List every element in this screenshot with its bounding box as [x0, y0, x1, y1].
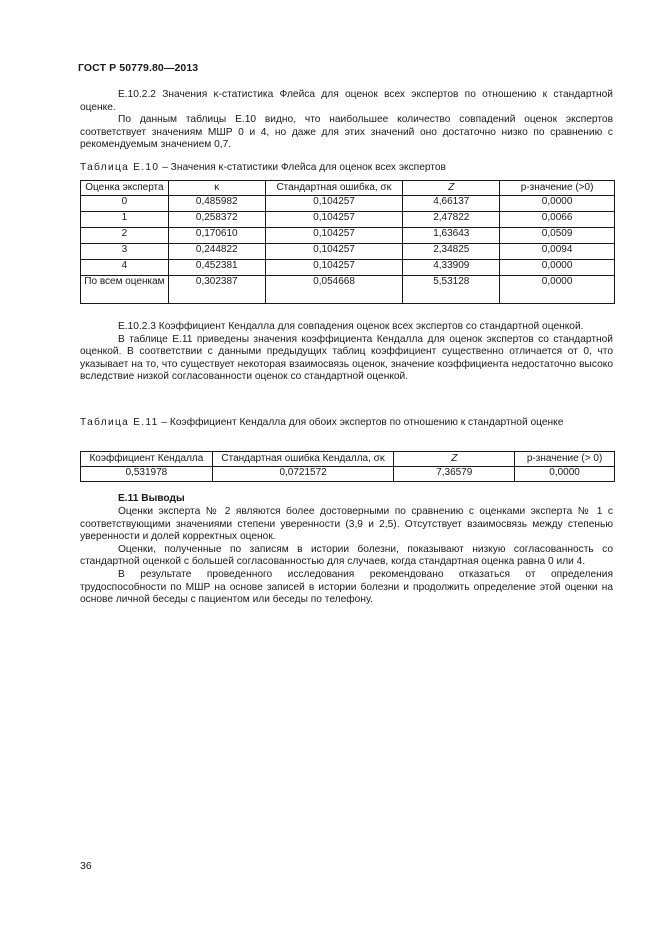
table-cell: 0,0000 [515, 467, 615, 482]
table-cell: 0,485982 [168, 196, 265, 212]
table-cell: 0,244822 [168, 244, 265, 260]
document-header: ГОСТ Р 50779.80—2013 [78, 62, 199, 74]
table-cell: 0,0509 [500, 228, 615, 244]
table-cell: 0 [81, 196, 169, 212]
table-cell: 0,104257 [265, 212, 403, 228]
table-cell: 0,0094 [500, 244, 615, 260]
conclusions-heading: Е.11 Выводы [118, 493, 185, 504]
table11-header-cell: Стандартная ошибка Кендалла, σκ [212, 452, 394, 467]
table-cell: 0,104257 [265, 228, 403, 244]
table-cell: 0,104257 [265, 260, 403, 276]
table-cell: 4 [81, 260, 169, 276]
table-cell: 0,0000 [500, 196, 615, 212]
table10-caption-text: – Значения κ-статистики Флейса для оценок всех экспертов [162, 162, 446, 173]
table-row [81, 244, 615, 260]
conclusions-paragraph-1: Оценки эксперта № 2 являются более достоверными по сравнению с оценками эксперта № 1 с соответствующими значениями степени уверенности (3,9 и 2,5). Отсутствует взаимосвязь между степенью уверенности и долей корректных оценок. [80, 506, 613, 543]
table-cell: 0,0721572 [212, 467, 394, 482]
table11-caption-text: – Коэффициент Кендалла для обоих экспертов по отношению к стандартной оценке [161, 417, 564, 428]
table-cell: 2 [81, 228, 169, 244]
table11-header-cell: p-значение (> 0) [515, 452, 615, 467]
table-cell: 0,0066 [500, 212, 615, 228]
table-cell: 0,104257 [265, 196, 403, 212]
table-cell: 0,170610 [168, 228, 265, 244]
table-cell: 1,63643 [403, 228, 500, 244]
kendall-paragraph-2: В таблице Е.11 приведены значения коэффициента Кендалла для оценок экспертов со стандартной оценкой. В соответствии с данными предыдущих таблиц коэффициент существенно отличается от 0, что указывает на то, что существует некоторая взаимосвязь оценок, значение коэффициента недостаточно высоко вследствие низкой согласованности оценок со стандартной оценкой. [80, 333, 613, 383]
intro-paragraph-1: Е.10.2.2 Значения κ-статистика Флейса для оценок всех экспертов по отношению к стандартной оценке. [80, 89, 613, 113]
table-row [81, 260, 615, 276]
table-cell: 7,36579 [394, 467, 515, 482]
table11-header-cell: Коэффициент Кендалла [81, 452, 213, 467]
conclusions-paragraph-3: В результате проведенного исследования рекомендовано отказаться от определения трудоспособности по МШР на основе записей в истории болезни и продолжить определение этой оценки на основе личной беседы с пациентом или беседы по телефону. [80, 568, 613, 606]
table-cell: 2,34825 [403, 244, 500, 260]
table-row [81, 228, 615, 244]
table-cell: По всем оценкам [81, 276, 169, 304]
table-cell: 0,258372 [168, 212, 265, 228]
table10-header-row [81, 181, 615, 196]
table11-caption-label: Таблица Е.11 [80, 417, 159, 428]
table11-header-row [81, 452, 615, 467]
table10-header-cell: κ [168, 181, 265, 196]
conclusions-paragraph-2: Оценки, полученные по записям в истории болезни, показывают низкую согласованность со стандартной оценкой с большей согласованностью для случаев, когда стандартная оценка равна 0 или 4. [80, 543, 613, 568]
page-number: 36 [80, 860, 92, 872]
table-cell: 4,66137 [403, 196, 500, 212]
table-cell: 0,054668 [265, 276, 403, 304]
kendall-table [80, 451, 615, 482]
intro-paragraph-2: По данным таблицы Е.10 видно, что наибольшее количество совпадений оценок экспертов соответствует значениям МШР 0 и 4, но даже для этих значений оно достаточно низко по сравнению с рекомендуемым значением 0,7. [80, 114, 613, 151]
table-row [81, 212, 615, 228]
table-cell: 0,104257 [265, 244, 403, 260]
table-cell: 5,53128 [403, 276, 500, 304]
conclusions-block [80, 506, 613, 607]
table-cell: 3 [81, 244, 169, 260]
table-cell: 0,0000 [500, 276, 615, 304]
table-cell: 0,302387 [168, 276, 265, 304]
table10-header-cell: Оценка эксперта [81, 181, 169, 196]
table-cell: 2,47822 [403, 212, 500, 228]
table11-caption [80, 417, 613, 430]
table-row [81, 467, 615, 482]
kendall-paragraph-1: Е.10.2.3 Коэффициент Кендалла для совпадения оценок всех экспертов со стандартной оценкой. [118, 321, 584, 332]
fleiss-kappa-table [80, 180, 615, 304]
table11-header-cell: Z [394, 452, 515, 467]
kendall-block [80, 321, 613, 384]
table10-header-cell: Z [403, 181, 500, 196]
table-cell: 0,452381 [168, 260, 265, 276]
table-cell: 0,0000 [500, 260, 615, 276]
table-row [81, 196, 615, 212]
intro-block [80, 89, 613, 152]
table-cell: 1 [81, 212, 169, 228]
table10-header-cell: p-значение (>0) [500, 181, 615, 196]
table-cell: 4,33909 [403, 260, 500, 276]
table10-caption [80, 162, 613, 175]
table-cell: 0,531978 [81, 467, 213, 482]
table10-caption-label: Таблица Е.10 [80, 162, 160, 173]
table10-header-cell: Стандартная ошибка, σκ [265, 181, 403, 196]
table-row [81, 276, 615, 304]
